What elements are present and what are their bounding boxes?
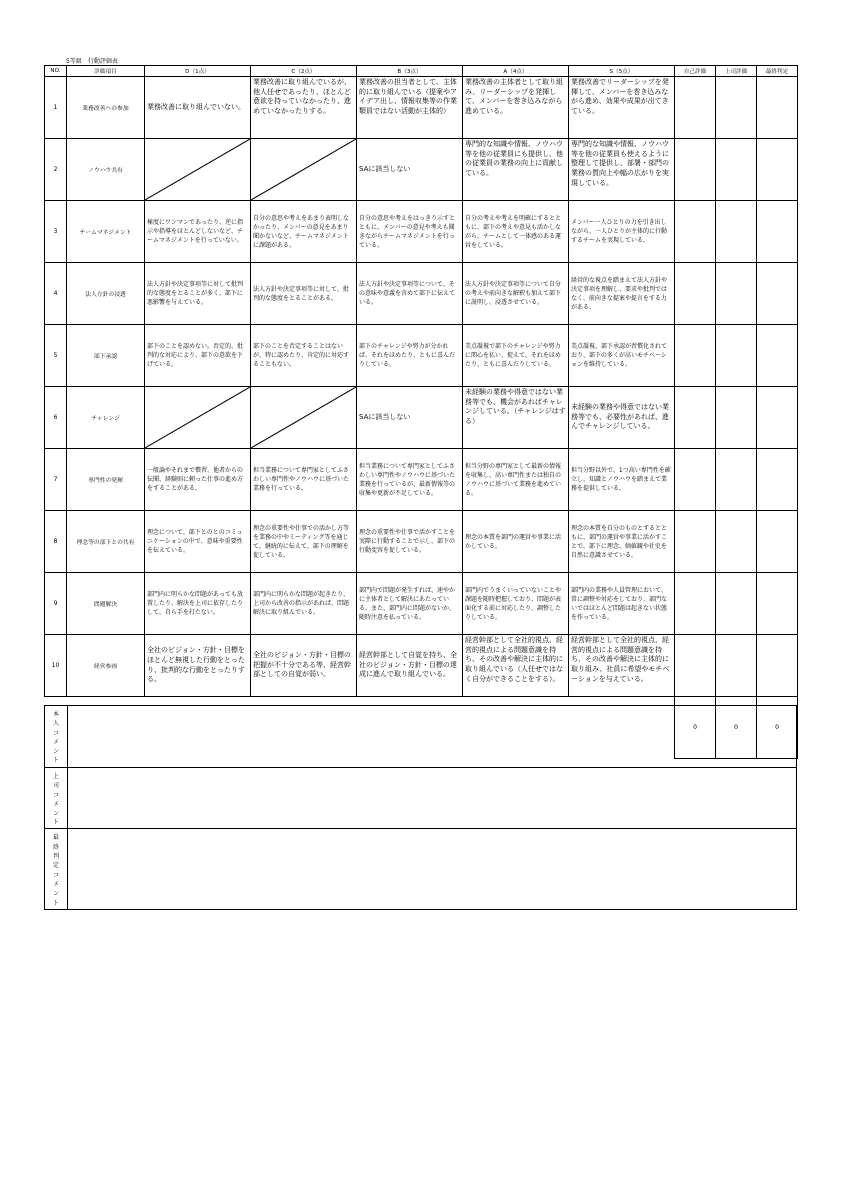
self-eval-cell[interactable]	[675, 263, 716, 325]
row-item: チャレンジ	[67, 387, 145, 449]
final-eval-cell[interactable]	[757, 77, 798, 139]
self-eval-cell[interactable]	[675, 139, 716, 201]
grade-a-text: 経営幹部として全社的視点、経営的視点による問題意識を持ち、その改善や解決に主体的に取り組んでいる（人任せではなく自分ができることをする）。	[465, 636, 563, 683]
self-eval-cell[interactable]	[675, 201, 716, 263]
row-number: 3	[45, 201, 67, 263]
row-item: 理念等の部下との共有	[67, 511, 145, 573]
comment-row	[45, 706, 797, 768]
table-row	[45, 77, 798, 139]
boss-comment-field[interactable]	[68, 768, 797, 829]
self-eval-cell[interactable]	[675, 77, 716, 139]
table-row	[45, 511, 798, 573]
grade-c-text: 自分の意思や考えをあまり表明しなかったり、メンバーの意見をあまり聞かないなど、チームマネジメントに課題がある。	[253, 214, 350, 249]
final-eval-total: 0	[757, 697, 798, 759]
grade-b-text: 部門内で問題が発生すれば、速やかに主体者として解決にあたっている。また、部門内に問題がないか、随時注意を払っている。	[359, 586, 456, 621]
header-grade-c: C（2点）	[251, 66, 357, 77]
final-eval-cell[interactable]	[757, 449, 798, 511]
grade-s-text: メンバー一人ひとりの力を引き出しながら、一人ひとりが主体的に行動するチームを実現している。	[571, 219, 668, 244]
grade-s-text: 未経験の業務や得意ではない業務等でも、必要性があれば、進んでチャレンジしている。	[571, 403, 669, 431]
table-row	[45, 139, 798, 201]
header-grade-d: D（1点）	[145, 66, 251, 77]
final-eval-cell[interactable]	[757, 201, 798, 263]
grade-b-text: 法人方針や決定事項等について、その意味や意義を含めて部下に伝えている。	[359, 281, 456, 306]
row-number: 6	[45, 387, 67, 449]
header-grade-s: S（5点）	[569, 66, 675, 77]
header-boss-eval: 上司評価	[716, 66, 757, 77]
grade-a-text: 部門内でうまくいっていないことや課題を随時把握しており、問題が表面化する前に対応したり、調整したりしている。	[465, 586, 562, 621]
grade-b-text: 部下のチャレンジや努力が分かれば、それをほめたり、ともに喜んだりしている。	[359, 343, 456, 368]
not-applicable-cell	[145, 387, 251, 449]
grade-s-text: 担当分野以外で、1つ高い専門性を確立し、知識とノウハウを踏まえて業務を提供している。	[571, 467, 671, 492]
grade-s-text: 経営的な視点を踏まえて法人方針や決定事項を理解し、要求や批判ではなく、前向きな提案や提言をする力がある。	[571, 276, 668, 311]
boss-eval-cell[interactable]	[716, 449, 757, 511]
grade-c-text: 部下のことを否定することはないが、特に認めたり、肯定的に対応することもない。	[253, 343, 350, 368]
diagonal-line	[145, 139, 250, 200]
header-final-eval: 最終判定	[757, 66, 798, 77]
grade-a-text: 法人方針や決定事項等について自分の考えや前向きな解釈も加えて部下に説明し、浸透させている。	[465, 281, 562, 306]
self-eval-cell[interactable]	[675, 387, 716, 449]
self-comment-label: 本人コメント	[52, 711, 59, 765]
header-grade-b: B（3点）	[357, 66, 463, 77]
final-eval-cell[interactable]	[757, 325, 798, 387]
sheet-title: 5等級 行動評価表	[66, 58, 118, 65]
boss-eval-cell[interactable]	[716, 201, 757, 263]
self-eval-cell[interactable]	[675, 511, 716, 573]
grade-c-text: 全社のビジョン・方針・目標の把握が不十分である等、経営幹部としての自覚が弱い。	[253, 651, 351, 679]
self-eval-cell[interactable]	[675, 449, 716, 511]
table-row	[45, 387, 798, 449]
grade-d-text: 一般論やそれまで慣習、他者からの伝聞、経験則に頼った仕事の進め方をすることがある。	[147, 467, 244, 492]
boss-eval-cell[interactable]	[716, 325, 757, 387]
grade-d-text: 業務改善に取り組んでいない。	[147, 102, 245, 111]
header-item: 評価項目	[67, 66, 145, 77]
row-item: 業務改善への参加	[67, 77, 145, 139]
grade-b-text: 自分の意思や考えをはっきり示すとともに、メンバーの意見や考えも聞きながらチームマネジメントを行っている。	[359, 214, 456, 249]
table-row	[45, 263, 798, 325]
final-eval-cell[interactable]	[757, 263, 798, 325]
final-eval-cell[interactable]	[757, 573, 798, 635]
self-eval-total: 0	[675, 697, 716, 759]
grade-a-text: 未経験の業務や得意ではない業務等でも、機会があればチャレンジしている。（チャレンジはする）	[465, 388, 566, 425]
grade-d-text: 極度にワンマンであったり、逆に指示や指導をほとんどしないなど、チームマネジメントを行っていない。	[147, 219, 244, 244]
row-item: チームマネジメント	[67, 201, 145, 263]
boss-eval-cell[interactable]	[716, 263, 757, 325]
grade-d-text: 理念について、部下とのとのコミュニケーションの中で、意味や重要性を伝えている。	[147, 529, 243, 554]
row-number: 4	[45, 263, 67, 325]
grade-a-text: 自分の考えや考えを明確にするとともに、部下の考えや意見も活かしながら、チームとして一体感のある運営をしている。	[465, 214, 562, 249]
grade-d-text: 部門内に明らかな問題があっても放置したり、解決を上司に依存したりして、自ら手を打たない。	[147, 591, 244, 616]
comments-table	[44, 705, 797, 910]
grade-c-text: 理念の重要性や仕事での活かし方等を業務の中やミーティング等を通じて、継続的に伝えて、部下の理解を促している。	[253, 524, 350, 559]
row-number: 1	[45, 77, 67, 139]
boss-comment-label: 上司コメント	[52, 773, 59, 827]
grade-d-text: 全社のビジョン・方針・目標をほとんど無視した行動をとったり、批判的な行動をとったりする。	[147, 646, 245, 684]
self-eval-cell[interactable]	[675, 325, 716, 387]
table-row	[45, 635, 798, 697]
row-item: 専門性の発揮	[67, 449, 145, 511]
row-item: 部下承認	[67, 325, 145, 387]
header-grade-a: A（4点）	[463, 66, 569, 77]
row-number: 5	[45, 325, 67, 387]
row-item: 経営参画	[67, 635, 145, 697]
boss-eval-cell[interactable]	[716, 139, 757, 201]
boss-eval-cell[interactable]	[716, 573, 757, 635]
row-item: 法人方針の浸透	[67, 263, 145, 325]
table-row	[45, 573, 798, 635]
diagonal-line	[251, 139, 356, 200]
row-number: 8	[45, 511, 67, 573]
comment-row	[45, 829, 797, 909]
grade-c-text: 法人方針や決定事項等に対して、批判的な態度をとることがある。	[253, 285, 349, 302]
row-item: ノウハウ共有	[67, 139, 145, 201]
final-eval-cell[interactable]	[757, 139, 798, 201]
grade-a-text: 理念の本質を部門の運営や事業に活かしている。	[465, 533, 562, 550]
grade-b-text: SAに該当しない	[359, 412, 411, 421]
header-no: NO.	[45, 66, 67, 77]
grade-c-text: 業務改善に取り組んでいるが、他人任せであったり、ほとんど意欲を持っていなかったり、進めていなかったりする。	[253, 78, 351, 115]
grade-b-text: 担当業務について専門家としてふさわしい専門性やノウハウに基づいた業務を行っているが、最新情報等の収集や更新が不足している。	[359, 462, 456, 497]
row-number: 9	[45, 573, 67, 635]
row-item: 問題解決	[67, 573, 145, 635]
grade-b-text: SAに該当しない	[359, 164, 411, 173]
final-comment-label: 最終判定コメント	[52, 834, 59, 907]
grade-a-text: 業務改善の主体者として取り組み、リーダーシップを発揮して、メンバーを巻き込みながら進めている。	[465, 78, 563, 115]
grade-b-text: 業務改善の担当者として、主体的に取り組んでいる（提案やアイデア出し、情報収集等の作業類員ではない活動が主体的）	[359, 78, 457, 115]
comment-row	[45, 768, 797, 829]
grade-b-text: 経営幹部として自覚を持ち、全社のビジョン・方針・目標の達成に進んで取り組んでいる。	[359, 651, 457, 679]
not-applicable-cell	[145, 139, 251, 201]
grade-a-text: 担当分野の専門家として最新の情報を収集し、高い専門性または独自のノウハウに基づいて業務を進めている。	[465, 462, 562, 497]
row-number: 2	[45, 139, 67, 201]
grade-c-text: 部門内に明らかな問題が起きたり、上司から改善の指示があれば、問題解決に取り組んでいる。	[253, 591, 350, 616]
header-self-eval: 自己評価	[675, 66, 716, 77]
grade-a-text: 専門的な知識や情報、ノウハウ等を他の従業員にも提供し、他の従業員の業務の向上に貢献している。	[465, 140, 563, 177]
self-eval-cell[interactable]	[675, 573, 716, 635]
grade-s-text: 経営幹部として全社的視点、経営的視点による問題意識を持ち、その改善や解決に主体的に取り組み、社員に希望やモチベーションを与えている。	[571, 636, 670, 683]
grade-s-text: 業務改善でリーダーシップを発揮して、メンバーを巻き込みながら進め、効果や成果が出てきている。	[571, 78, 669, 115]
boss-eval-cell[interactable]	[716, 387, 757, 449]
grade-d-text: 法人方針や決定事項等に対して批判的な態度をとることが多く、部下に悪影響を与えている。	[147, 281, 244, 306]
boss-eval-cell[interactable]	[716, 635, 757, 697]
grade-s-text: 部門内の業務や人員管理において、常に調整や対応をしており、部門ないではほとんど問題は起きない状態を作っている。	[571, 586, 668, 621]
not-applicable-cell	[251, 139, 357, 201]
boss-eval-cell[interactable]	[716, 511, 757, 573]
boss-eval-cell[interactable]	[716, 77, 757, 139]
final-eval-cell[interactable]	[757, 387, 798, 449]
self-comment-field[interactable]	[68, 706, 797, 768]
final-eval-cell[interactable]	[757, 511, 798, 573]
boss-eval-total: 0	[716, 697, 757, 759]
table-row	[45, 449, 798, 511]
grade-s-text: 専門的な知識や情報、ノウハウ等を他の従業員も使えるように整理して提供し、部署・部門の業務の質向上や幅の広がりを実現している。	[571, 140, 669, 187]
grade-s-text: 美点凝視、部下承認が習慣化されており、部下の多くが高いモチベーションを維持している。	[571, 343, 668, 368]
grade-d-text: 部下のことを認めない。否定的、批判的な対応により、部下の意欲を下げている。	[147, 343, 244, 368]
grade-a-text: 美点凝視で部下のチャレンジや努力に関心を払い、捉えて、それをほめたり、ともに喜んだりしている。	[465, 343, 561, 368]
row-number: 7	[45, 449, 67, 511]
evaluation-table	[44, 65, 798, 759]
self-eval-cell[interactable]	[675, 635, 716, 697]
header-row	[45, 66, 798, 77]
grade-c-text: 担当業務について専門家としてふさわしい専門性やノウハウに基づいた業務を行っている。	[253, 467, 350, 492]
final-eval-cell[interactable]	[757, 635, 798, 697]
grade-s-text: 理念の本質を自分のものとするとともに、部門の運営や事業に活かすことで、部下に理念、価値観や社史を自然に意識させている。	[571, 524, 668, 559]
table-row	[45, 325, 798, 387]
not-applicable-cell	[251, 387, 357, 449]
diagonal-line	[251, 387, 356, 448]
grade-b-text: 理念の重要性や仕事で活かすことを実際に行動することで示し、部下の行動変容を促している。	[359, 529, 456, 554]
row-number: 10	[45, 635, 67, 697]
final-comment-field[interactable]	[68, 829, 797, 909]
diagonal-line	[145, 387, 250, 448]
table-row	[45, 201, 798, 263]
